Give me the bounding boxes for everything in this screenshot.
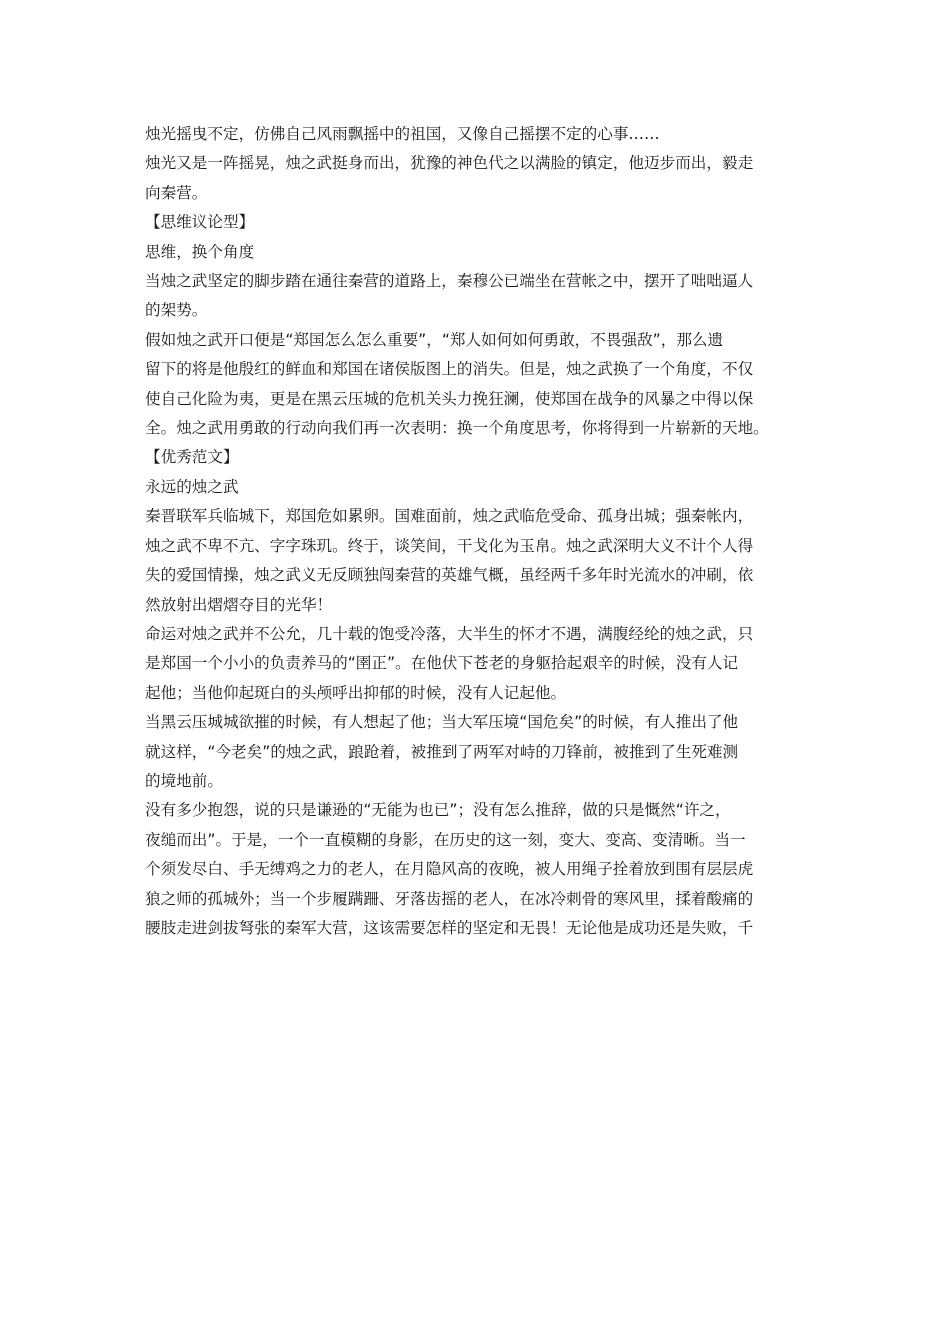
text-line: 烛光又是一阵摇晃，烛之武挺身而出，犹豫的神色代之以满脸的镇定，他迈步而出，毅走 bbox=[145, 154, 754, 173]
text-line: 没有多少抱怨，说的只是谦逊的“无能为也已”；没有怎么推辞，做的只是慨然“许之， bbox=[145, 801, 731, 820]
text-line: 的架势。 bbox=[145, 301, 208, 320]
text-line: 留下的将是他殷红的鲜血和郑国在诸侯版图上的消失。但是，烛之武换了一个角度，不仅 bbox=[145, 360, 754, 379]
text-line: 命运对烛之武并不公允，几十载的饱受冷落，大半生的怀才不遇，满腹经纶的烛之武，只 bbox=[145, 624, 754, 643]
subsection-title: 思维，换个角度 bbox=[145, 242, 255, 261]
text-line: 向秦营。 bbox=[145, 183, 208, 202]
text-line: 个须发尽白、手无缚鸡之力的老人，在月隐风高的夜晚，被人用绳子拴着放到围有层层虎 bbox=[145, 860, 754, 879]
text-line: 秦晋联军兵临城下，郑国危如累卵。国难面前，烛之武临危受命、孤身出城；强秦帐内， bbox=[145, 507, 754, 526]
text-line: 当烛之武坚定的脚步踏在通往秦营的道路上，秦穆公已端坐在营帐之中，摆开了咄咄逼人 bbox=[145, 272, 754, 291]
text-line: 失的爱国情操，烛之武义无反顾独闯秦营的英雄气概，虽经两千多年时光流水的冲刷，依 bbox=[145, 566, 754, 585]
text-line: 是郑国一个小小的负责养马的“圉正”。在他伏下苍老的身躯拾起艰辛的时候，没有人记 bbox=[145, 654, 739, 673]
essay-body bbox=[145, 120, 809, 943]
text-line: 烛光摇曳不定，仿佛自己风雨飘摇中的祖国，又像自己摇摆不定的心事…… bbox=[145, 125, 660, 143]
text-line: 夜缒而出”。于是，一个一直模糊的身影，在历史的这一刻，变大、变高、变清晰。当一 bbox=[145, 830, 746, 849]
text-line: 腰肢走进剑拔弩张的秦军大营，这该需要怎样的坚定和无畏！无论他是成功还是失败，千 bbox=[145, 918, 754, 937]
text-line: 就这样，“今老矣”的烛之武，踉跄着，被推到了两军对峙的刀锋前，被推到了生死难测 bbox=[145, 742, 739, 761]
text-line: 起他；当他仰起斑白的头颅呼出抑郁的时候，没有人记起他。 bbox=[145, 683, 567, 702]
text-line: 然放射出熠熠夺目的光华！ bbox=[145, 595, 333, 614]
text-line: 假如烛之武开口便是“郑国怎么怎么重要”，“郑人如何如何勇敢，不畏强敌”，那么遗 bbox=[145, 330, 724, 349]
text-line: 狼之师的孤城外；当一个步履蹒跚、牙落齿摇的老人，在冰冷刺骨的寒风里，揉着酸痛的 bbox=[145, 889, 754, 908]
text-line: 烛之武不卑不亢、字字珠玑。终于，谈笑间，干戈化为玉帛。烛之武深明大义不计个人得 bbox=[145, 536, 754, 555]
essay-title: 永远的烛之武 bbox=[145, 477, 239, 496]
text-line: 使自己化险为夷，更是在黑云压城的危机关头力挽狂澜，使郑国在战争的风暴之中得以保 bbox=[145, 389, 754, 408]
text-line: 的境地前。 bbox=[145, 771, 223, 790]
text-line: 全。烛之武用勇敢的行动向我们再一次表明：换一个角度思考，你将得到一片崭新的天地。 bbox=[145, 419, 769, 438]
section-heading: 【思维议论型】 bbox=[145, 213, 255, 232]
section-heading: 【优秀范文】 bbox=[145, 448, 239, 467]
text-line: 当黑云压城城欲摧的时候，有人想起了他；当大军压境“国危矣”的时候，有人推出了他 bbox=[145, 713, 739, 732]
